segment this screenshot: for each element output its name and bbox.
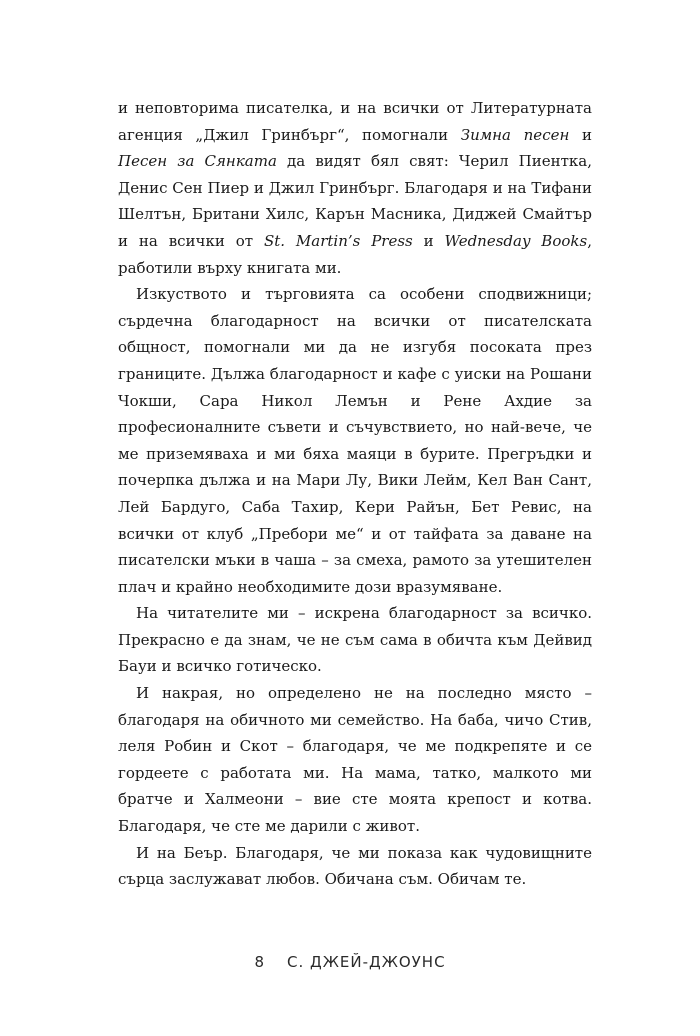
running-author: С. ДЖЕЙ-ДЖОУНС [286,953,446,971]
text-run: , работили върху книгата ми. [118,231,592,277]
italic-title: Песен за Сянката [118,152,277,171]
text-run: На читателите ми – искрена благодарност за всичко. Прекрасно е да знам, че не съм сама в обичта към Дейвид Бауи и всичко готическо. [118,604,592,676]
text-run: и [412,231,445,250]
italic-title: St. Martin’s Press [263,231,413,250]
page-number: 8 [254,953,265,971]
paragraph [118,840,592,893]
text-run: и неповторима писателка, и на всички от Литературната агенция „Джил Гринбърг“, помогнали [118,99,592,144]
italic-title: Зимна песен [460,125,570,144]
text-run: да видят бял свят: Черил Пиентка, Денис Сен Пиер и Джил Гринбърг. Благодаря и на Тифани Шелтън, Британи Хилс, Карън Масника, Диджей Смайтър и на всички от [118,152,592,250]
text-run: и [569,125,593,144]
body-text [118,95,592,893]
paragraph [118,680,592,840]
paragraph [118,95,592,281]
text-run: И на Беър. Благодаря, че ми показа как чудовищните сърца заслужават любов. Обичана съм. Обичам те. [118,843,592,889]
text-run: И накрая, но определено не на последно място – благодаря на обичното ми семейство. На баба, чичо Стив, леля Робин и Скот – благодаря, че ме подкрепяте и се гордеете с работата ми. На мама, татко, малкото ми братче и Халмеони – вие сте моята крепост и котва. Благодаря, че сте ме дарили с живот. [118,684,592,836]
text-run: Изкуството и търговията са особени сподвижници; сърдечна благодарност на всички от писателската общност, помогнали ми да не изгубя посоката през границите. Дължа благодарност и кафе с уиски на Рошани Чокши, Сара Никол Лемън и Рене Ахдие за професионалните съвети и съчувствието, но най-вече, че ме приземяваха и ми бяха маяци в бурите. Прегръдки и почерпка дължа и на Мари Лу, Вики Лейм, Кел Ван Сант, Лей Бардуго, Саба Тахир, Кери Райън, Бет Ревис, на всички от клуб „Пребори ме“ и от тайфата за даване на писателски мъки в чаша – за смеха, рамото за утешителен плач и крайно необходимите дози вразумяване. [118,285,592,596]
italic-title: Wednesday Books [444,231,588,250]
page-footer [0,953,700,971]
paragraph [118,600,592,680]
paragraph [118,281,592,600]
